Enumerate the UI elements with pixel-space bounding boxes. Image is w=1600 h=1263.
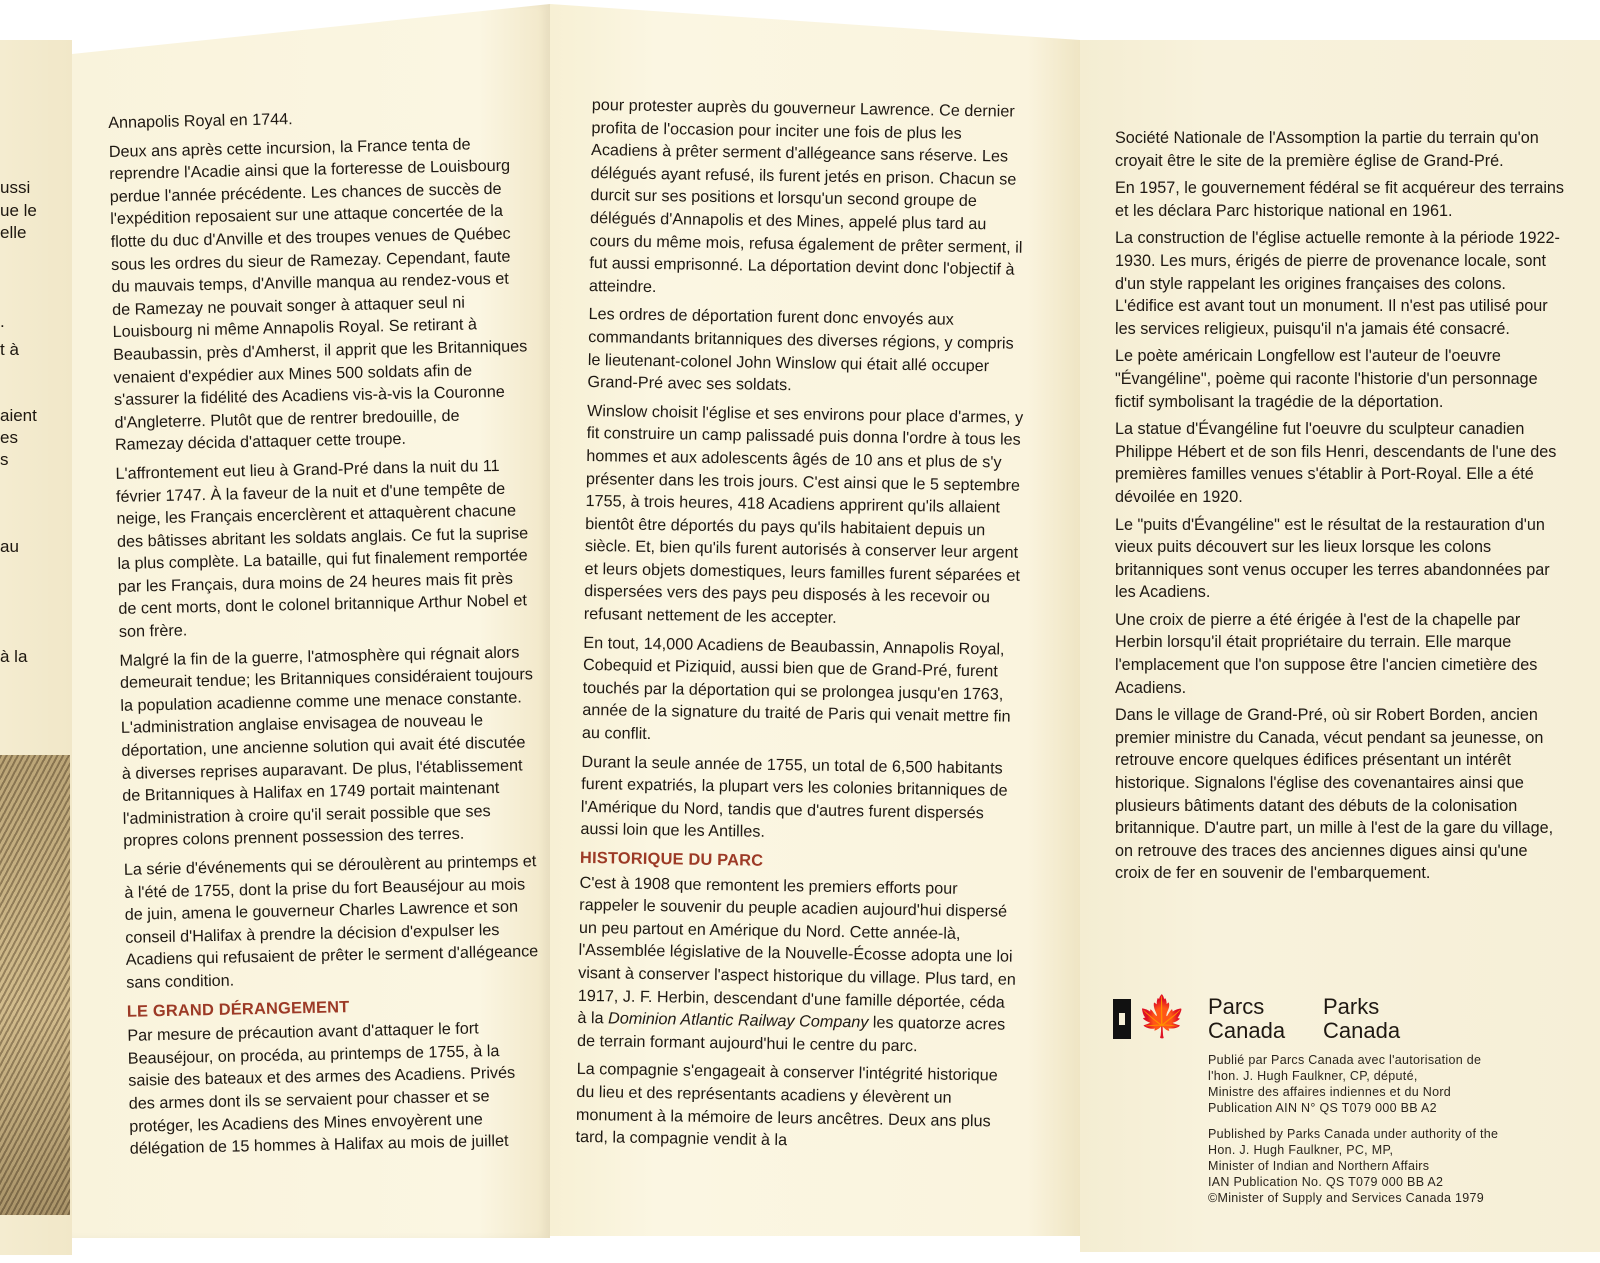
text-column-1 xyxy=(108,103,545,1166)
notice-line: ©Minister of Supply and Services Canada 1979 xyxy=(1208,1191,1485,1205)
section-heading: LE GRAND DÉRANGEMENT xyxy=(126,997,350,1021)
left-fragment: elle xyxy=(0,223,27,242)
paragraph: Une croix de pierre a été érigée à l'est de la chapelle par Herbin lorsqu'il était propriétaire du terrain. Elle marque l'emplacement que l'on suppose être l'ancien cimetière des Acadiens. xyxy=(1115,610,1538,697)
left-fragment: . xyxy=(0,312,5,331)
notice-line: Published by Parks Canada under authority of the xyxy=(1208,1127,1499,1141)
paragraph: Durant la seule année de 1755, un total de 6,500 habitants furent expatriés, la plupart vers les colonies britanniques de l'Amérique du Nord, tandis que d'autres furent dispersés aussi loin que les Antilles. xyxy=(580,752,1008,842)
left-fragment: t à xyxy=(0,340,19,359)
notice-line: l'hon. J. Hugh Faulkner, CP, député, xyxy=(1208,1069,1418,1083)
publication-notice-fr xyxy=(1208,1052,1481,1116)
paragraph: En tout, 14,000 Acadiens de Beaubassin, Annapolis Royal, Cobequid et Piziquid, aussi bien que de Grand-Pré, furent touchés par la déportation qui se prolongea jusqu'en 1763, année de la signature du traité de Paris qui venait mettre fin au conflit. xyxy=(581,633,1011,744)
paragraph-text: C'est à 1908 que remontent les premiers efforts pour rappeler le souvenir du peuple acadien aujourd'hui dispersé un peu partout en Amérique du Nord. Cette année-là, l'Assemblée législative de la Nouvelle-Écosse adopta une loi visant à conserver l'aspect historique du village. Plus tard, en 1917, J. F. Herbin, descendant d'une famille déportée, céda à la xyxy=(577,873,1016,1028)
text-column-3 xyxy=(1115,127,1565,890)
paragraph: La compagnie s'engageait à conserver l'intégrité historique du lieu et des représentants acadiens y élevèrent un monument à la mémoire de leurs ancêtres. Deux ans plus tard, la compagnie vendit à la xyxy=(575,1060,998,1150)
left-fragment: à la xyxy=(0,647,28,666)
paragraph: Société Nationale de l'Assomption la partie du terrain qu'on croyait être le site de la première église de Grand-Pré. xyxy=(1115,129,1539,170)
paragraph: Winslow choisit l'église et ses environs pour place d'armes, y fit construire un camp palissadé puis donna l'ordre à tous les hommes et aux adolescents âgés de 10 ans et plus de s'y présenter dans les trois jours. C'est ainsi que le 5 septembre 1755, à trois heures, 418 Acadiens apprirent qu'ils allaient bientôt être déportés du pays qu'ils habitaient depuis un siècle. Et, bien qu'ils furent autorisés à conserver leur argent et leurs objets domestiques, leurs familles furent séparées et dispersées vers des pays peu disposés à les recevoir ou refusant nettement de les accepter. xyxy=(583,401,1024,627)
paragraph-text: les quatorze acres de terrain formant aujourd'hui le centre du parc. xyxy=(576,1013,1006,1055)
paragraph: pour protester auprès du gouverneur Lawrence. Ce dernier profita de l'occasion pour inciter une fois de plus les Acadiens à prêter serment d'allégeance sans réserve. Les délégués ayant refusé, ils furent jetés en prison. Chacun se durcit sur ses positions et lorsqu'un second groupe de délégués d'Annapolis et des Mines, appelé plus tard au cours du même mois, refusa également de prêter serment, il fut aussi emprisonné. La déportation devint donc l'objectif à atteindre. xyxy=(588,95,1023,296)
logo-text-fr xyxy=(1208,995,1285,1043)
notice-line: Ministre des affaires indiennes et du Nord xyxy=(1208,1085,1452,1099)
paragraph: L'affrontement eut lieu à Grand-Pré dans la nuit du 11 février 1747. À la faveur de la nuit et d'une tempête de neige, les Français encerclèrent et attaquèrent chacune des bâtisses abritant les soldats anglais. Ce fut la suprise la plus complète. La bataille, qui fut finalement remportée par les Français, dura moins de 24 heures mais fit près de cent morts, dont le colonel britannique Arthur Nobel et son frère. xyxy=(115,456,529,641)
left-fragment: ussi xyxy=(0,178,31,197)
paragraph xyxy=(577,871,1020,1059)
paragraph: La statue d'Évangéline fut l'oeuvre du sculpteur canadien Philippe Hébert et de son fils Henri, descendants de l'une des premières familles venues s'établir à Port-Royal. Elle a été dévoilée en 1920. xyxy=(1115,420,1557,506)
left-fragment: s xyxy=(0,450,9,469)
left-fragment: au xyxy=(0,537,19,556)
paragraph: Dans le village de Grand-Pré, où sir Robert Borden, ancien premier ministre du Canada, vécut pendant sa jeunesse, on retrouve encore quelques édifices présentant un intérêt historique. Signalons l'église des covenantaires ainsi que plusieurs bâtiments datant des débuts de la colonisation britannique. D'autre part, un mille à l'est de la gare du village, on retrouve des traces des anciennes digues ainsi qu'une croix de fer en souvenir de l'embarquement. xyxy=(1115,706,1554,883)
logo-line: Canada xyxy=(1323,1018,1401,1043)
paragraph: Annapolis Royal en 1744. xyxy=(108,110,293,132)
notice-line: Publié par Parcs Canada avec l'autorisation de xyxy=(1208,1053,1482,1067)
notice-line: Publication AIN N° QS T079 000 BB A2 xyxy=(1208,1101,1437,1115)
left-panel-edge xyxy=(0,40,72,1255)
paragraph: Le poète américain Longfellow est l'auteur de l'oeuvre "Évangéline", poème qui raconte l'historie d'un personnage fictif symbolisant la tragédie de la déportation. xyxy=(1115,347,1538,411)
logo-line: Canada xyxy=(1208,1018,1286,1043)
text-column-2 xyxy=(575,94,1032,1161)
engraving-illustration xyxy=(0,755,70,1215)
flag-bar-icon xyxy=(1113,999,1131,1039)
left-fragment: ue le xyxy=(0,201,37,220)
paragraph: Malgré la fin de la guerre, l'atmosphère qui régnait alors demeurait tendue; les Britanniques considéraient toujours la population acadienne comme une menace constante. L'administration anglaise envisagea de nouveau le déportation, une ancienne solution qui avait été discutée à diverses reprises auparavant. De plus, l'établissement de Britanniques à Halifax en 1749 portait maintenant l'administration à croire qu'il serait possible que ses propres colons prennent possession des terres. xyxy=(119,643,534,851)
notice-line: Minister of Indian and Northern Affairs xyxy=(1208,1159,1430,1173)
logo-line: Parcs xyxy=(1208,994,1265,1019)
paragraph: En 1957, le gouvernement fédéral se fit acquéreur des terrains et les déclara Parc historique national en 1961. xyxy=(1115,179,1565,220)
section-heading: HISTORIQUE DU PARC xyxy=(579,848,764,870)
logo-line: Parks xyxy=(1323,994,1380,1019)
paragraph: La série d'événements qui se déroulèrent au printemps et à l'été de 1755, dont la prise du fort Beauséjour au mois de juin, amena le gouverneur Charles Lawrence et son conseil d'Halifax à prendre la décision d'expulser les Acadiens qui refusaient de prêter le serment d'allégeance sans condition. xyxy=(123,852,539,992)
publication-notice-en xyxy=(1208,1126,1498,1206)
paragraph: Par mesure de précaution avant d'attaquer le fort Beauséjour, on procéda, au printemps de 1755, à la saisie des bateaux et des armes des Acadiens. Privés des armes dont ils se servaient pour chasser et se protéger, les Acadiens des Mines envoyèrent une délégation de 15 hommes à Halifax au mois de juillet xyxy=(127,1019,516,1158)
paragraph: Le "puits d'Évangéline" est le résultat de la restauration d'un vieux puits découvert sur les lieux lorsque les colons britanniques sont venus occuper les terres abandonnées par les Acadiens. xyxy=(1115,515,1550,602)
left-fragment: es xyxy=(0,428,18,447)
left-fragment: aient xyxy=(0,406,37,425)
paragraph: Deux ans après cette incursion, la France tenta de reprendre l'Acadie ainsi que la forteresse de Louisbourg perdue l'année précédente. Les chances de succès de l'expédition reposaient sur une attaque concertée de la flotte du duc d'Anville et des troupes venues de Québec sous les ordres du sieur de Ramezay. Cependant, faute du mauvais temps, d'Anville manqua au rendez-vous et de Ramezay ne pouvait songer à attaquer seul ni Louisbourg ni même Annapolis Royal. Se retirant à Beaubassin, près d'Amherst, il apprit que les Britanniques venaient d'expédier aux Mines 500 soldats afin de s'assurer la fidélité des Acadiens vis-à-vis la Couronne d'Angleterre. Plutôt que de rentrer bredouille, de Ramezay décida d'attaquer cette troupe. xyxy=(108,135,528,455)
maple-leaf-icon: 🍁 xyxy=(1137,995,1187,1039)
company-name: Dominion Atlantic Railway Company xyxy=(607,1009,869,1032)
logo-text-en xyxy=(1323,995,1400,1043)
notice-line: Hon. J. Hugh Faulkner, PC, MP, xyxy=(1208,1143,1394,1157)
paragraph: La construction de l'église actuelle remonte à la période 1922-1930. Les murs, érigés de pierre de provenance locale, sont d'un style rappelant les origines françaises des colons. L'édifice est avant tout un monument. Il n'est pas utilisé pour les services religieux, puisqu'il n'a jamais été consacré. xyxy=(1115,229,1560,338)
notice-line: IAN Publication No. QS T079 000 BB A2 xyxy=(1208,1175,1444,1189)
paragraph: Les ordres de déportation furent donc envoyés aux commandants britanniques des diverses régions, y compris le lieutenant-colonel John Winslow qui était allé occuper Grand-Pré avec ses soldats. xyxy=(587,305,1014,395)
